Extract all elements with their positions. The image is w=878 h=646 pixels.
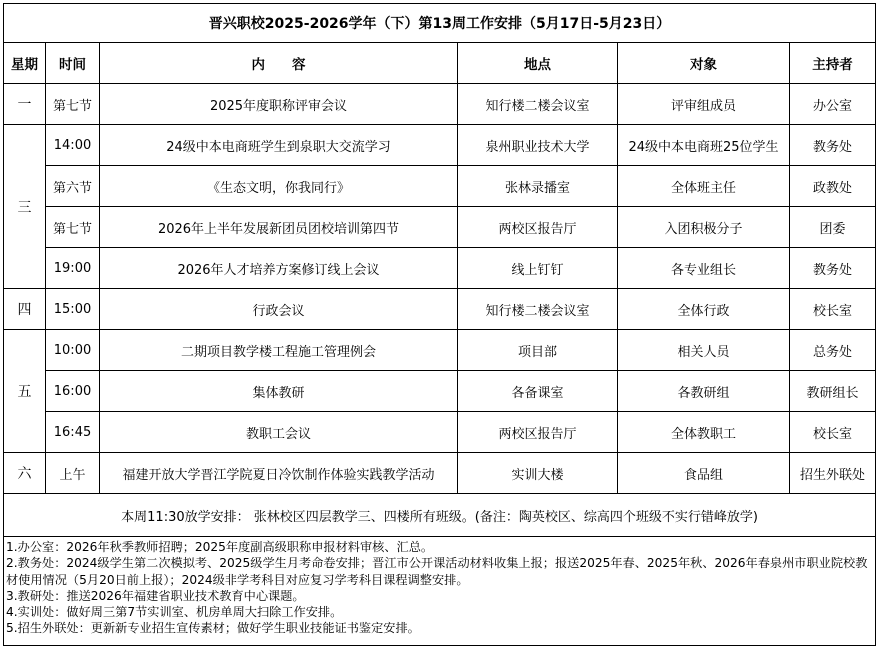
header-location: 地点 <box>458 43 618 84</box>
page-title: 晋兴职校2025-2026学年（下）第13周工作安排（5月17日-5月23日） <box>4 4 876 43</box>
content-cell: 行政会议 <box>100 289 458 330</box>
header-audience: 对象 <box>618 43 790 84</box>
table-row <box>4 412 876 453</box>
location-cell: 知行楼二楼会议室 <box>458 84 618 125</box>
location-cell: 线上钉钉 <box>458 248 618 289</box>
table-row <box>4 207 876 248</box>
table-row <box>4 248 876 289</box>
content-cell: 2025年度职称评审会议 <box>100 84 458 125</box>
time-cell: 第七节 <box>46 207 100 248</box>
table-row <box>4 84 876 125</box>
table-row <box>4 371 876 412</box>
host-cell: 教务处 <box>790 125 876 166</box>
audience-cell: 评审组成员 <box>618 84 790 125</box>
weekday-cell: 四 <box>4 289 46 330</box>
time-cell: 10:00 <box>46 330 100 371</box>
note-item: 3.教研处：推送2026年福建省职业技术教育中心课题。 <box>6 588 305 603</box>
table-row <box>4 289 876 330</box>
header-host: 主持者 <box>790 43 876 84</box>
weekday-cell: 三 <box>4 125 46 289</box>
department-notes <box>4 537 876 646</box>
note-item: 2.教务处：2024级学生第二次模拟考、2025级学生月考命卷安排；晋江市公开课活动材料收集上报；报送2025年春、2025年秋、2026年春泉州市职业院校教材使用情况（5月20日前上报）；2024级非学考科目对应复习学考科目课程调整安排。 <box>6 556 868 587</box>
time-cell: 16:00 <box>46 371 100 412</box>
location-cell: 实训大楼 <box>458 453 618 494</box>
audience-cell: 全体行政 <box>618 289 790 330</box>
time-cell: 上午 <box>46 453 100 494</box>
time-cell: 第六节 <box>46 166 100 207</box>
audience-cell: 食品组 <box>618 453 790 494</box>
content-cell: 2026年上半年发展新团员团校培训第四节 <box>100 207 458 248</box>
host-cell: 政教处 <box>790 166 876 207</box>
location-cell: 知行楼二楼会议室 <box>458 289 618 330</box>
location-cell: 两校区报告厅 <box>458 412 618 453</box>
host-cell: 校长室 <box>790 289 876 330</box>
header-weekday: 星期 <box>4 43 46 84</box>
header-time: 时间 <box>46 43 100 84</box>
audience-cell: 各教研组 <box>618 371 790 412</box>
table-row <box>4 453 876 494</box>
content-cell: 集体教研 <box>100 371 458 412</box>
location-cell: 两校区报告厅 <box>458 207 618 248</box>
content-cell: 2026年人才培养方案修订线上会议 <box>100 248 458 289</box>
time-cell: 19:00 <box>46 248 100 289</box>
location-cell: 项目部 <box>458 330 618 371</box>
audience-cell: 相关人员 <box>618 330 790 371</box>
time-cell: 第七节 <box>46 84 100 125</box>
note-item: 1.办公室：2026年秋季教师招聘；2025年度副高级职称申报材料审核、汇总。 <box>6 540 434 554</box>
weekday-cell: 五 <box>4 330 46 453</box>
note-item: 4.实训处：做好周三第7节实训室、机房单周大扫除工作安排。 <box>6 605 343 620</box>
table-row <box>4 125 876 166</box>
weekday-cell: 一 <box>4 84 46 125</box>
dismissal-notice: 本周11:30放学安排： 张林校区四层教学三、四楼所有班级。(备注：陶英校区、综高四个班级不实行错峰放学) <box>4 494 876 537</box>
header-row <box>4 43 876 84</box>
content-cell: 二期项目教学楼工程施工管理例会 <box>100 330 458 371</box>
content-cell: 福建开放大学晋江学院夏日冷饮制作体验实践教学活动 <box>100 453 458 494</box>
header-content: 内 容 <box>100 43 458 84</box>
host-cell: 校长室 <box>790 412 876 453</box>
location-cell: 泉州职业技术大学 <box>458 125 618 166</box>
time-cell: 16:45 <box>46 412 100 453</box>
content-cell: 24级中本电商班学生到泉职大交流学习 <box>100 125 458 166</box>
audience-cell: 全体班主任 <box>618 166 790 207</box>
content-cell: 教职工会议 <box>100 412 458 453</box>
audience-cell: 全体教职工 <box>618 412 790 453</box>
host-cell: 教研组长 <box>790 371 876 412</box>
table-row <box>4 166 876 207</box>
note-item: 5.招生外联处：更新新专业招生宣传素材；做好学生职业技能证书鉴定安排。 <box>6 621 420 636</box>
time-cell: 15:00 <box>46 289 100 330</box>
location-cell: 张林录播室 <box>458 166 618 207</box>
table-row <box>4 330 876 371</box>
content-cell: 《生态文明，你我同行》 <box>100 166 458 207</box>
schedule-table <box>3 3 876 646</box>
host-cell: 团委 <box>790 207 876 248</box>
host-cell: 招生外联处 <box>790 453 876 494</box>
host-cell: 总务处 <box>790 330 876 371</box>
location-cell: 各备课室 <box>458 371 618 412</box>
weekday-cell: 六 <box>4 453 46 494</box>
host-cell: 教务处 <box>790 248 876 289</box>
time-cell: 14:00 <box>46 125 100 166</box>
audience-cell: 入团积极分子 <box>618 207 790 248</box>
host-cell: 办公室 <box>790 84 876 125</box>
schedule-sheet <box>3 3 875 646</box>
audience-cell: 各专业组长 <box>618 248 790 289</box>
audience-cell: 24级中本电商班25位学生 <box>618 125 790 166</box>
